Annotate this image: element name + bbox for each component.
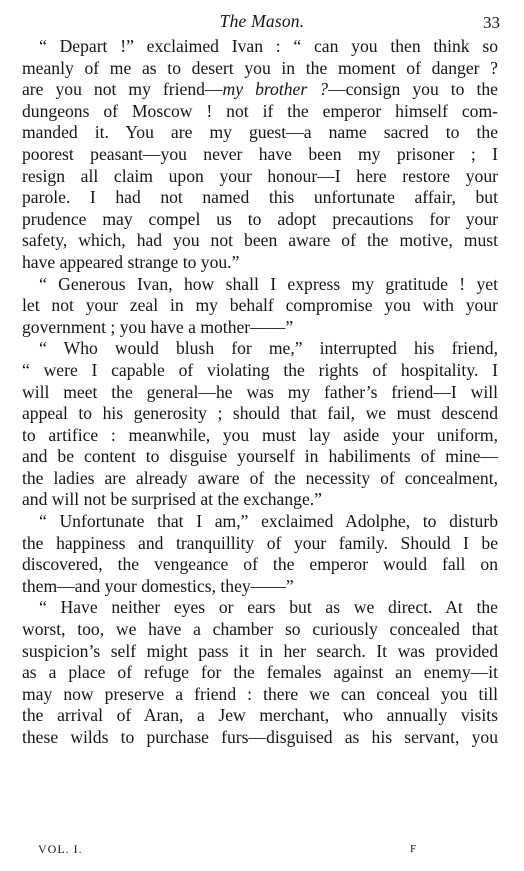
text-line: manded it. You are my guest—a name sacred to the (22, 122, 498, 143)
text-line: them—and your domestics, they——” (22, 575, 294, 596)
text-line: dungeons of Moscow ! not if the emperor himself com- (22, 100, 498, 121)
page-number: 33 (483, 13, 500, 32)
text-line: parole. I had not named this unfortunate affair, but (22, 187, 498, 208)
text-line: the arrival of Aran, a Jew merchant, who annually visits (22, 705, 498, 726)
text-line (22, 79, 498, 101)
signature-mark: F (410, 843, 417, 855)
body-text (22, 36, 498, 749)
text-run: are you not my friend— (22, 79, 223, 100)
page-footer (22, 842, 502, 860)
text-line: government ; you have a mother——” (22, 316, 294, 337)
text-run: —consign you to the (328, 79, 498, 100)
text-line: and will not be surprised at the exchange.” (22, 489, 322, 510)
text-line: resign all claim upon your honour—I here restore your (22, 165, 498, 186)
text-line: “ Who would blush for me,” interrupted his friend, (39, 338, 498, 359)
running-title: The Mason. (219, 11, 305, 31)
running-head (22, 11, 502, 35)
text-line: suspicion’s self might pass it in her search. It was provided (22, 640, 498, 661)
text-line: “ were I capable of violating the rights of hospitality. I (22, 359, 498, 380)
italic-phrase: my brother ? (222, 79, 329, 100)
text-line: the happiness and tranquillity of your family. Should I be (22, 532, 498, 553)
volume-marker: VOL. I. (38, 842, 83, 856)
text-line: let not your zeal in my behalf compromise you with your (22, 295, 498, 316)
text-line: discovered, the vengeance of the emperor would fall on (22, 554, 498, 575)
text-line: appeal to his generosity ; should that fail, we must descend (22, 403, 498, 424)
text-line: the ladies are already aware of the necessity of concealment, (22, 467, 498, 488)
text-line: meanly of me as to desert you in the moment of danger ? (22, 57, 498, 78)
text-line: “ Generous Ivan, how shall I express my gratitude ! yet (39, 273, 498, 294)
text-line: have appeared strange to you.” (22, 251, 240, 272)
text-line: as a place of refuge for the females against an enemy—it (22, 662, 498, 683)
text-line: to artifice : meanwhile, you must lay aside your uniform, (22, 424, 498, 445)
text-line: “ Depart !” exclaimed Ivan : “ can you then think so (39, 36, 498, 56)
text-line: will meet the general—he was my father’s friend—I will (22, 381, 498, 402)
text-line: “ Have neither eyes or ears but as we direct. At the (39, 597, 498, 618)
text-line: prudence may compel us to adopt precautions for your (22, 208, 498, 229)
text-line: and be content to disguise yourself in habiliments of mine— (22, 446, 498, 467)
text-line: these wilds to purchase furs—disguised as his servant, you (22, 727, 498, 747)
text-line: worst, too, we have a chamber so curiously concealed that (22, 619, 498, 640)
text-line: safety, which, had you not been aware of the motive, must (22, 230, 498, 251)
text-line: poorest peasant—you never have been my prisoner ; I (22, 143, 498, 164)
text-line: may now preserve a friend : there we can conceal you till (22, 683, 498, 704)
text-line: “ Unfortunate that I am,” exclaimed Adolphe, to disturb (39, 511, 498, 532)
